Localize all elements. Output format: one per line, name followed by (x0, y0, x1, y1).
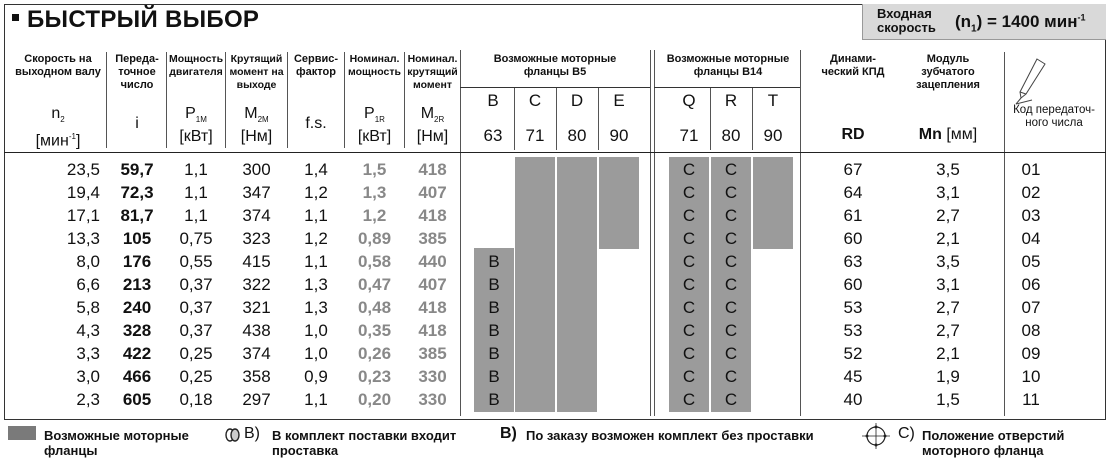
cell-m2r: 440 (418, 252, 447, 271)
cell-b14-flange: C (682, 206, 696, 225)
b5-col-letter: C (528, 91, 542, 110)
cell-b14-flange: C (724, 183, 738, 202)
cell-code: 01 (1021, 160, 1041, 179)
cell-code: 10 (1021, 367, 1041, 386)
b14-col-letter: R (724, 91, 738, 110)
cell-code: 05 (1021, 252, 1041, 271)
cell-code: 02 (1021, 183, 1041, 202)
cell-b5-flange: B (488, 367, 500, 386)
b5-col-size: 80 (567, 126, 587, 145)
cell-fs: 1,3 (304, 275, 328, 294)
cell-b14-flange: C (682, 367, 696, 386)
cell-i: 240 (122, 298, 152, 317)
cell-p1r: 0,26 (357, 344, 392, 363)
cell-mn: 3,1 (936, 183, 960, 202)
cell-m2r: 330 (418, 367, 447, 386)
cell-n2: 19,4 (66, 183, 100, 202)
cell-code: 04 (1021, 229, 1041, 248)
symbol-i: i (135, 115, 139, 132)
cell-n2: 5,8 (76, 298, 100, 317)
cell-p1m: 1,1 (184, 160, 208, 179)
legend-b-only: По заказу возможен комплект без проставки (526, 428, 814, 443)
input-speed-value: $(n_1) = 1400$ мин$^{-1}$ (955, 12, 1086, 35)
symbol-n2: $n_2$ [мин$^{-1}$] (35, 105, 81, 150)
cell-b14-flange: C (682, 229, 696, 248)
flange-holes-icon (860, 422, 892, 450)
b14-col-size: 71 (679, 126, 699, 145)
cell-m2m: 374 (242, 206, 271, 225)
header-flanges-b5: Возможные моторные фланцы B5 (493, 53, 617, 78)
cell-rd: 61 (843, 206, 863, 225)
header-nominal-power: Номинал. мощность (348, 53, 401, 78)
cell-code: 03 (1021, 206, 1041, 225)
cell-mn: 1,9 (936, 367, 960, 386)
cell-n2: 8,0 (76, 252, 100, 271)
cell-m2m: 358 (242, 367, 271, 386)
legend-b-prefix: B) (500, 425, 517, 442)
cell-rd: 64 (843, 183, 863, 202)
b5-col-letter: B (487, 91, 499, 110)
cell-b14-flange: C (682, 390, 696, 409)
cell-mn: 2,1 (936, 229, 960, 248)
cell-fs: 1,0 (304, 344, 328, 363)
cell-fs: 1,1 (304, 206, 328, 225)
cell-p1r: 0,23 (357, 367, 392, 386)
cell-b14-flange: C (724, 206, 738, 225)
header-flanges-b14: Возможные моторные фланцы B14 (666, 53, 790, 78)
cell-n2: 3,0 (76, 367, 100, 386)
cell-mn: 1,5 (936, 390, 960, 409)
cell-fs: 1,1 (304, 252, 328, 271)
cell-p1r: 1,3 (362, 183, 387, 202)
cell-i: 176 (122, 252, 152, 271)
cell-rd: 60 (843, 275, 863, 294)
symbol-fs: f.s. (305, 115, 327, 132)
cell-m2r: 418 (418, 160, 447, 179)
cell-m2m: 347 (242, 183, 271, 202)
header-code: Код передаточ-ного числа (1013, 104, 1095, 129)
header-efficiency: Динами-ческий КПД (821, 53, 885, 78)
cell-p1r: 0,35 (357, 321, 392, 340)
flange-available-block (515, 157, 555, 412)
cell-mn: 3,5 (936, 252, 960, 271)
b14-col-size: 90 (763, 126, 783, 145)
flange-available-block (599, 157, 639, 249)
cell-fs: 1,2 (304, 229, 328, 248)
cell-mn: 3,5 (936, 160, 960, 179)
cell-p1m: 0,25 (179, 367, 213, 386)
header-torque: Крутящий момент на выходе (229, 53, 284, 91)
cell-b5-flange: B (488, 252, 500, 271)
header-power: Мощность двигателя (168, 53, 224, 78)
cell-m2m: 322 (242, 275, 271, 294)
cell-fs: 1,2 (304, 183, 328, 202)
cell-b14-flange: C (724, 367, 738, 386)
b14-col-letter: Q (682, 91, 696, 110)
cell-i: 213 (122, 275, 152, 294)
bullet-square-icon (12, 14, 19, 21)
cell-p1m: 1,1 (184, 206, 208, 225)
b14-col-letter: T (767, 91, 779, 110)
legend-c-prefix: C) (898, 425, 915, 442)
cell-i: 72,3 (120, 183, 154, 202)
cell-b5-flange: B (488, 321, 500, 340)
b5-col-size: 90 (609, 126, 629, 145)
cell-p1r: 0,89 (357, 229, 392, 248)
legend-gray-swatch (8, 426, 36, 440)
header-ratio: Переда-точное число (115, 53, 159, 91)
pencil-icon (1012, 56, 1052, 106)
cell-n2: 13,3 (66, 229, 100, 248)
cell-i: 105 (122, 229, 152, 248)
cell-fs: 1,3 (304, 298, 328, 317)
cell-mn: 2,7 (936, 206, 960, 225)
cell-fs: 1,0 (304, 321, 328, 340)
cell-mn: 3,1 (936, 275, 960, 294)
cell-p1m: 0,37 (179, 321, 213, 340)
cell-b14-flange: C (724, 275, 738, 294)
cell-i: 466 (122, 367, 152, 386)
symbol-rd: RD (841, 126, 865, 143)
cell-p1m: 1,1 (184, 183, 208, 202)
cell-p1r: 0,20 (357, 390, 392, 409)
cell-mn: 2,1 (936, 344, 960, 363)
legend-b-ring-prefix: B) (244, 425, 260, 442)
legend-c-holes: Положение отверстий моторного фланца (922, 428, 1065, 458)
cell-m2m: 300 (242, 160, 271, 179)
cell-m2m: 321 (242, 298, 271, 317)
cell-p1m: 0,18 (179, 390, 213, 409)
cell-p1r: 0,47 (357, 275, 392, 294)
cell-p1r: 0,48 (357, 298, 392, 317)
cell-n2: 23,5 (66, 160, 100, 179)
cell-code: 07 (1021, 298, 1041, 317)
cell-n2: 2,3 (76, 390, 100, 409)
cell-rd: 53 (843, 321, 863, 340)
cell-p1m: 0,37 (179, 298, 213, 317)
spacer-ring-icon (224, 427, 242, 443)
cell-p1r: 0,58 (357, 252, 392, 271)
b5-col-size: 71 (525, 126, 545, 145)
cell-fs: 0,9 (304, 367, 328, 386)
cell-b14-flange: C (682, 344, 696, 363)
cell-n2: 6,6 (76, 275, 100, 294)
cell-rd: 52 (843, 344, 863, 363)
cell-b14-flange: C (682, 298, 696, 317)
cell-code: 08 (1021, 321, 1041, 340)
cell-m2r: 330 (418, 390, 447, 409)
cell-p1m: 0,75 (179, 229, 213, 248)
cell-b14-flange: C (724, 160, 738, 179)
cell-b14-flange: C (724, 298, 738, 317)
cell-b14-flange: C (724, 252, 738, 271)
cell-b14-flange: C (724, 321, 738, 340)
cell-i: 605 (122, 390, 152, 409)
legend-b-with-ring: В комплект поставки входит проставка (272, 428, 457, 458)
page-title: БЫСТРЫЙ ВЫБОР (12, 6, 259, 34)
cell-b14-flange: C (724, 344, 738, 363)
flange-available-block (753, 157, 793, 249)
header-service-factor: Сервис-фактор (293, 53, 339, 78)
flange-available-block (557, 157, 597, 412)
cell-m2r: 407 (418, 183, 447, 202)
cell-i: 422 (122, 344, 152, 363)
cell-n2: 4,3 (76, 321, 100, 340)
cell-rd: 67 (843, 160, 863, 179)
cell-p1m: 0,25 (179, 344, 213, 363)
symbol-m2r: $M_{2R}$ [Нм] (416, 105, 449, 146)
cell-i: 81,7 (120, 206, 154, 225)
header-module: Модуль зубчатого зацепления (916, 53, 980, 91)
cell-n2: 3,3 (76, 344, 100, 363)
cell-mn: 2,7 (936, 298, 960, 317)
cell-code: 06 (1021, 275, 1041, 294)
cell-b14-flange: C (724, 229, 738, 248)
cell-p1r: 1,5 (362, 160, 387, 179)
cell-b14-flange: C (682, 321, 696, 340)
cell-b14-flange: C (682, 183, 696, 202)
symbol-p1r: $P_{1R}$ [кВт] (357, 105, 392, 146)
cell-p1m: 0,37 (179, 275, 213, 294)
cell-m2m: 415 (242, 252, 271, 271)
symbol-m2m: $M_{2M}$ [Нм] (240, 105, 273, 146)
header-nominal-torque: Номинал. крутящий момент (407, 53, 458, 91)
cell-b14-flange: C (724, 390, 738, 409)
cell-m2r: 418 (418, 206, 447, 225)
cell-i: 328 (122, 321, 152, 340)
cell-b5-flange: B (488, 298, 500, 317)
b5-col-size: 63 (483, 126, 503, 145)
cell-m2r: 418 (418, 321, 447, 340)
cell-rd: 60 (843, 229, 863, 248)
cell-rd: 40 (843, 390, 863, 409)
cell-mn: 2,7 (936, 321, 960, 340)
cell-rd: 45 (843, 367, 863, 386)
cell-rd: 63 (843, 252, 863, 271)
cell-b5-flange: B (488, 390, 500, 409)
symbol-p1m: $P_{1M}$ [кВт] (179, 105, 213, 146)
symbol-mn: Mn [мм] (918, 126, 978, 143)
header-speed: Скорость на выходном валу (15, 53, 101, 78)
cell-p1r: 1,2 (362, 206, 387, 225)
input-speed-box: Входная скорость $(n_1) = 1400$ мин$^{-1}$ (862, 4, 1106, 40)
cell-m2r: 418 (418, 298, 447, 317)
cell-n2: 17,1 (66, 206, 100, 225)
cell-b5-flange: B (488, 344, 500, 363)
cell-code: 09 (1021, 344, 1041, 363)
b14-col-size: 80 (721, 126, 741, 145)
cell-m2m: 323 (242, 229, 271, 248)
b5-col-letter: E (613, 91, 625, 110)
cell-m2m: 297 (242, 390, 271, 409)
cell-m2r: 407 (418, 275, 447, 294)
cell-b14-flange: C (682, 160, 696, 179)
cell-m2r: 385 (418, 229, 447, 248)
cell-b14-flange: C (682, 252, 696, 271)
cell-m2m: 374 (242, 344, 271, 363)
b5-col-letter: D (570, 91, 584, 110)
cell-b14-flange: C (682, 275, 696, 294)
cell-rd: 53 (843, 298, 863, 317)
cell-p1m: 0,55 (179, 252, 213, 271)
cell-b5-flange: B (488, 275, 500, 294)
cell-fs: 1,1 (304, 390, 328, 409)
cell-i: 59,7 (120, 160, 154, 179)
cell-m2m: 438 (242, 321, 271, 340)
cell-m2r: 385 (418, 344, 447, 363)
legend-gray: Возможные моторные фланцы (44, 428, 189, 458)
cell-fs: 1,4 (304, 160, 328, 179)
cell-code: 11 (1022, 390, 1040, 409)
